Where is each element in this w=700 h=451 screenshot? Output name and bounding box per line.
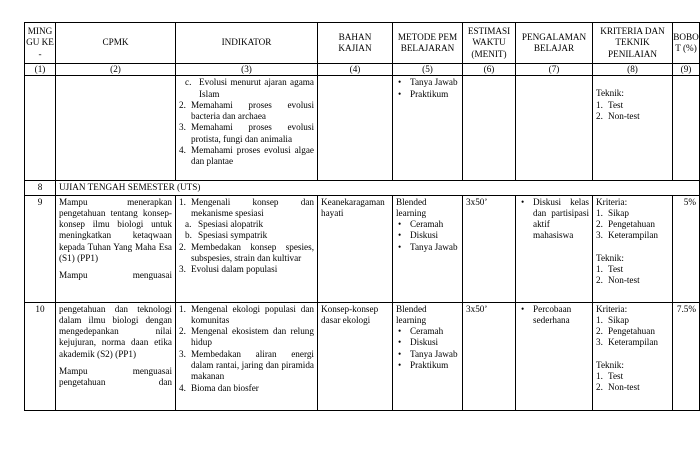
header-pengalaman: PENGALAMAN BELAJAR [516,23,593,64]
bullet-icon: • [398,337,402,348]
bobot-cell [673,76,700,181]
bullet-icon: • [398,241,402,252]
metode-head: Blended learning [396,303,427,325]
list-item: • Praktikum [398,88,449,99]
col-num: (6) [463,64,516,76]
col-num: (9) [673,64,700,76]
list-item: • Diskusi kelas dan partisipasi aktif mahasiswa [521,196,589,241]
list-item: 2. Pengetahuan [596,219,655,230]
list-item: b. Spesiasi sympatrik [185,230,268,241]
indikator-cell [176,76,318,181]
header-kriteria: KRITERIA DAN TEKNIK PENILAIAN [593,23,673,64]
bobot-cell: 7.5% [673,302,700,410]
bahan-cell [318,76,393,181]
teknik-label: Teknik: [596,88,624,99]
list-item: 3. Keterampilan [596,230,658,241]
uts-row [25,181,700,195]
bullet-icon: • [398,348,402,359]
bullet-icon: • [398,88,402,99]
teknik-list [596,371,669,394]
week-number: 8 [25,181,56,195]
list-item: • Tanya Jawab [398,77,458,88]
estimasi-cell: 3x50’ [463,302,516,410]
list-item: • Diskusi [398,337,439,348]
col-num: (8) [593,64,673,76]
list-item: 1. Test [596,371,624,382]
indikator-list [179,242,314,276]
column-number-row [25,64,700,76]
cpmk-cell [56,76,176,181]
kriteria-label: Kriteria: [596,196,628,207]
indikator-sub-list [179,219,314,242]
week-number: 10 [25,302,56,410]
list-item: 3. Membedakan aliran energi dalam rantai, jaring dan piramida makanan [179,348,314,382]
cpmk-text: pengetahuan dan teknologi dalam ilmu biologi dengan mengedepankan nilai kejujuran, norma daan etika akademik (S2) (PP1) [59,303,172,359]
pengalaman-cell [516,195,593,302]
indikator-list [179,304,314,394]
table-row [25,76,700,181]
list-item: • Tanya Jawab [398,241,458,252]
teknik-list [596,264,669,287]
teknik-label: Teknik: [596,359,624,370]
col-num: (5) [393,64,463,76]
col-num: (4) [318,64,393,76]
bullet-icon: • [398,360,402,371]
list-item: 1. Mengenali konsep dan mekanisme spesiasi [179,196,314,218]
bullet-icon: • [398,326,402,337]
estimasi-cell [463,76,516,181]
list-item: • Ceramah [398,219,444,230]
header-row [25,23,700,64]
cpmk-cell [56,195,176,302]
header-cpmk: CPMK [56,23,176,64]
indikator-list [179,197,314,220]
week-cell [25,76,56,181]
kriteria-list [596,315,669,349]
metode-cell [393,76,463,181]
bahan-cell: Konsep-konsep dasar ekologi [318,302,393,410]
header-metode: METODE PEMBELAJARAN [393,23,463,64]
list-item: 1. Test [596,99,624,110]
teknik-label: Teknik: [596,252,624,263]
kriteria-label: Kriteria: [596,303,628,314]
cpmk-cell [56,302,176,410]
list-item: 2. Memahami proses evolusi bacteria dan archaea [179,99,314,122]
bahan-cell: Keanekaragaman hayati [318,195,393,302]
list-item: • Diskusi [398,230,439,241]
pengalaman-list [519,304,589,327]
list-item: 4. Bioma dan biosfer [179,382,259,393]
uts-label: UJIAN TENGAH SEMESTER (UTS) [56,181,700,195]
cpmk-text: Mampu menerapkan pengetahuan tentang konsep-konsep ilmu biologi untuk meningkatkan ketaqwaan kepada Tuhan Yang Maha Esa (S1) (PP1) [59,196,172,264]
metode-list [396,219,459,253]
cpmk-text: Mampu menguasai pengetahuan dan [59,366,172,388]
kriteria-cell [593,195,673,302]
list-item: a. Spesiasi alopatrik [185,219,264,230]
bullet-icon: • [521,196,525,207]
col-num: (2) [56,64,176,76]
list-item: • Percobaan sederhana [521,303,572,325]
indikator-sub-list [179,77,314,100]
metode-list [396,77,459,100]
list-item: 1. Sikap [596,314,629,325]
list-item: 3. Memahami proses evolusi protista, fungi dan animalia [179,122,314,144]
cpmk-text: Mampu menguasai [59,270,172,281]
kriteria-cell [593,302,673,410]
header-minggu: MINGGU KE- [25,23,56,64]
rps-table [24,22,700,411]
indikator-cell [176,302,318,410]
list-item: 2. Membedakan konsep spesies, subspesies, strain dan kultivar [179,241,314,264]
pengalaman-cell [516,76,593,181]
col-num: (7) [516,64,593,76]
kriteria-cell [593,76,673,181]
indikator-list [179,100,314,168]
bullet-icon: • [398,219,402,230]
indikator-cell [176,195,318,302]
metode-head: Blended learning [396,196,427,218]
list-item: 1. Test [596,264,624,275]
list-item: 2. Non-test [596,110,640,121]
metode-cell [393,195,463,302]
pengalaman-list [519,197,589,242]
list-item: 3. Keterampilan [596,337,658,348]
teknik-list [596,100,669,123]
header-bobot: BOBOT (%) [673,23,700,64]
col-num: (3) [176,64,318,76]
bullet-icon: • [398,77,402,88]
header-estimasi: ESTIMASI WAKTU (MENIT) [463,23,516,64]
list-item: 1. Mengenal ekologi populasi dan komunitas [179,303,314,325]
header-indikator: INDIKATOR [176,23,318,64]
list-item: 2. Non-test [596,275,640,286]
col-num: (1) [25,64,56,76]
kriteria-list [596,208,669,242]
list-item: 4. Memahami proses evolusi algae dan plantae [179,145,314,167]
list-item: • Ceramah [398,326,444,337]
list-item: 2. Mengenal ekosistem dan relung hidup [179,326,314,348]
bobot-cell: 5% [673,195,700,302]
list-item: c. Evolusi menurut ajaran agama Islam [185,77,314,99]
bullet-icon: • [398,230,402,241]
table-row [25,302,700,410]
list-item: • Praktikum [398,360,449,371]
estimasi-cell: 3x50’ [463,195,516,302]
metode-list [396,326,459,371]
list-item: 2. Pengetahuan [596,326,655,337]
table-row [25,195,700,302]
pengalaman-cell [516,302,593,410]
week-number: 9 [25,195,56,302]
metode-cell [393,302,463,410]
list-item: 1. Sikap [596,207,629,218]
bullet-icon: • [521,303,525,314]
list-item: 3. Evolusi dalam populasi [179,264,278,275]
list-item: 2. Non-test [596,382,640,393]
header-bahan-kajian: BAHAN KAJIAN [318,23,393,64]
list-item: • Tanya Jawab [398,348,458,359]
